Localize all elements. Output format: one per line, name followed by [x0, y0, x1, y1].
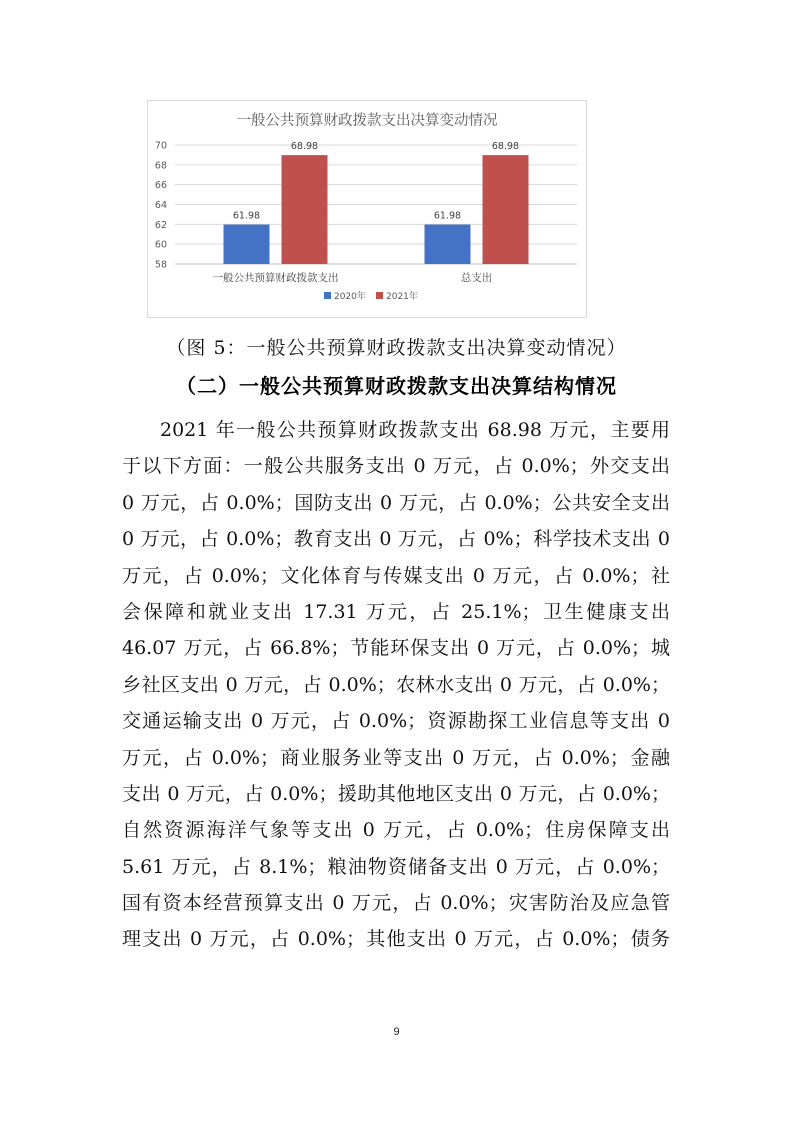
body-line: 自然资源海洋气象等支出 0 万元，占 0.0%；住房保障支出	[122, 819, 670, 842]
body-line: 0 万元，占 0.0%；国防支出 0 万元，占 0.0%；公共安全支出	[122, 491, 670, 514]
bar	[483, 155, 529, 264]
x-tick-label: 总支出	[460, 272, 493, 284]
y-tick-label: 70	[154, 140, 167, 152]
legend-label: 2020年	[334, 292, 366, 302]
body-paragraph	[122, 412, 670, 958]
body-line: 会保障和就业支出 17.31 万元，占 25.1%；卫生健康支出	[122, 600, 670, 623]
chart-canvas	[148, 101, 586, 317]
body-line: 支出 0 万元，占 0.0%；援助其他地区支出 0 万元，占 0.0%；	[122, 782, 670, 805]
legend-swatch	[376, 292, 383, 299]
body-line: 5.61 万元，占 8.1%；粮油物资储备支出 0 万元，占 0.0%；	[122, 855, 670, 878]
bar	[224, 225, 270, 264]
page-number: 9	[393, 1026, 400, 1038]
y-tick-label: 58	[154, 259, 167, 271]
body-line: 交通运输支出 0 万元，占 0.0%；资源勘探工业信息等支出 0	[122, 710, 670, 733]
y-tick-label: 64	[154, 200, 167, 211]
y-tick-label: 60	[154, 239, 167, 251]
bar-chart	[147, 100, 587, 318]
body-line: 乡社区支出 0 万元，占 0.0%；农林水支出 0 万元，占 0.0%；	[122, 673, 670, 696]
y-tick-label: 66	[154, 180, 167, 192]
chart-title: 一般公共预算财政拨款支出决算变动情况	[236, 113, 498, 129]
x-axis	[213, 271, 493, 284]
data-label: 61.98	[433, 210, 462, 222]
bar	[282, 155, 328, 264]
figure-caption: （图 5：一般公共预算财政拨款支出决算变动情况）	[166, 337, 627, 359]
y-tick-label: 62	[154, 219, 167, 231]
legend-swatch	[324, 292, 331, 299]
chart-legend	[324, 290, 418, 302]
section-heading: （二）一般公共预算财政拨款支出决算结构情况	[176, 374, 617, 398]
x-tick-label: 一般公共预算财政拨款支出	[212, 272, 339, 284]
legend-label: 2021年	[386, 292, 418, 302]
data-label: 61.98	[232, 210, 261, 222]
y-axis	[155, 141, 167, 271]
chart-bars	[224, 155, 529, 264]
chart-data-labels	[233, 141, 519, 221]
body-line: 万元，占 0.0%；商业服务业等支出 0 万元，占 0.0%；金融	[122, 746, 670, 769]
bar	[425, 225, 471, 264]
y-tick-label: 68	[154, 160, 167, 172]
data-label: 68.98	[491, 141, 520, 153]
body-line: 国有资本经营预算支出 0 万元，占 0.0%；灾害防治及应急管	[122, 892, 670, 915]
body-line: 0 万元，占 0.0%；教育支出 0 万元，占 0%；科学技术支出 0	[122, 528, 670, 551]
body-line: 46.07 万元，占 66.8%；节能环保支出 0 万元，占 0.0%；城	[122, 637, 670, 660]
body-line: 于以下方面：一般公共服务支出 0 万元，占 0.0%；外交支出	[122, 455, 670, 478]
body-line: 理支出 0 万元，占 0.0%；其他支出 0 万元，占 0.0%；债务	[122, 928, 670, 951]
body-line: 2021 年一般公共预算财政拨款支出 68.98 万元，主要用	[160, 419, 670, 441]
body-line: 万元，占 0.0%；文化体育与传媒支出 0 万元，占 0.0%；社	[122, 564, 670, 587]
data-label: 68.98	[290, 141, 319, 153]
